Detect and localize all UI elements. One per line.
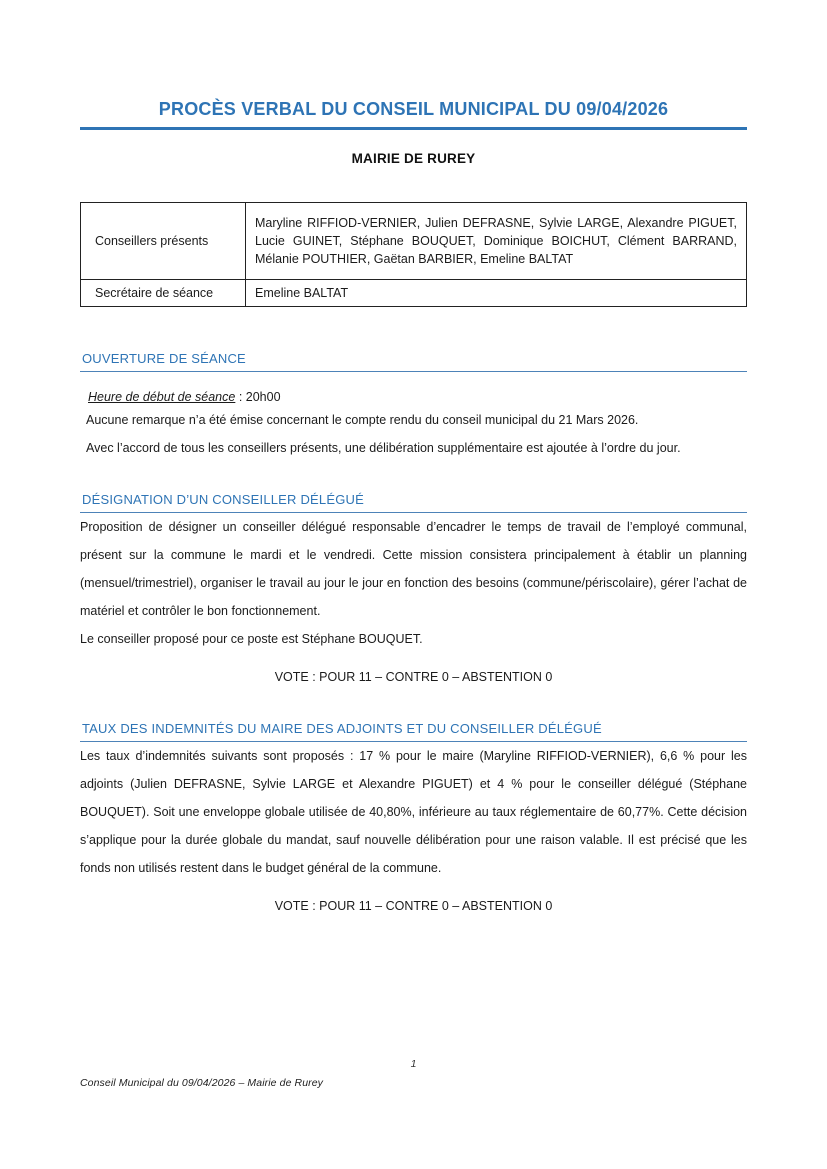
paragraph: Les taux d’indemnités suivants sont proposés : 17 % pour le maire (Maryline RIFFIOD-VERNIER), 6,6 % pour les adjoints (Julien DEFRASNE, Sylvie LARGE et Alexandre PIGUET) et 4 % pour le conseiller délégué (Stéphane BOUQUET). Soit une enveloppe globale utilisée de 40,80%, inférieure au taux réglementaire de 60,77%. Cette décision s’applique pour la durée globale du mandat, sauf nouvelle délibération pour une raison valable. Il est précisé que les fonds non utilisés restent dans le budget général de la commune. xyxy=(80,749,747,875)
section-heading-ouverture: OUVERTURE DE SÉANCE xyxy=(80,351,747,372)
row-value: Emeline BALTAT xyxy=(246,280,747,307)
vote-result: VOTE : POUR 11 – CONTRE 0 – ABSTENTION 0 xyxy=(274,899,553,913)
document-subtitle: MAIRIE DE RUREY xyxy=(351,151,476,166)
paragraph: Proposition de désigner un conseiller délégué responsable d’encadrer le temps de travail de l’employé communal, présent sur la commune le mardi et le vendredi. Cette mission consistera principalement à établir un planning (mensuel/trimestriel), organiser le travail au jour le jour en fonction des besoins (commune/périscolaire), gérer l’achat de matériel et contrôler le bon fonctionnement. xyxy=(80,520,747,618)
opening-time-label: Heure de début de séance xyxy=(88,390,236,404)
paragraph: Avec l’accord de tous les conseillers présents, une délibération supplémentaire est ajoutée à l’ordre du jour. xyxy=(86,441,681,455)
table-row xyxy=(81,280,747,307)
opening-time-value: : 20h00 xyxy=(235,390,281,404)
table-row xyxy=(81,203,747,280)
paragraph: Aucune remarque n’a été émise concernant le compte rendu du conseil municipal du 21 Mars 2026. xyxy=(86,413,639,427)
vote-result: VOTE : POUR 11 – CONTRE 0 – ABSTENTION 0 xyxy=(274,670,553,684)
section-heading-indemnites: TAUX DES INDEMNITÉS DU MAIRE DES ADJOINTS ET DU CONSEILLER DÉLÉGUÉ xyxy=(80,721,747,742)
paragraph: Le conseiller proposé pour ce poste est Stéphane BOUQUET. xyxy=(80,632,423,646)
attendance-table xyxy=(80,202,747,307)
row-value: Maryline RIFFIOD-VERNIER, Julien DEFRASNE, Sylvie LARGE, Alexandre PIGUET, Lucie GUINET, Stéphane BOUQUET, Dominique BOICHUT, Clément BARRAND, Mélanie POUTHIER, Gaëtan BARBIER, Emeline BALTAT xyxy=(246,203,747,280)
document-title: PROCÈS VERBAL DU CONSEIL MUNICIPAL DU 09/04/2026 xyxy=(158,99,669,119)
opening-time-line xyxy=(88,389,747,406)
page-number: 1 xyxy=(410,1058,417,1070)
row-label: Secrétaire de séance xyxy=(81,280,246,307)
footer: Conseil Municipal du 09/04/2026 – Mairie de Rurey xyxy=(80,1077,324,1089)
row-label: Conseillers présents xyxy=(81,203,246,280)
title-block xyxy=(80,98,747,130)
section-heading-designation: DÉSIGNATION D’UN CONSEILLER DÉLÉGUÉ xyxy=(80,492,747,513)
